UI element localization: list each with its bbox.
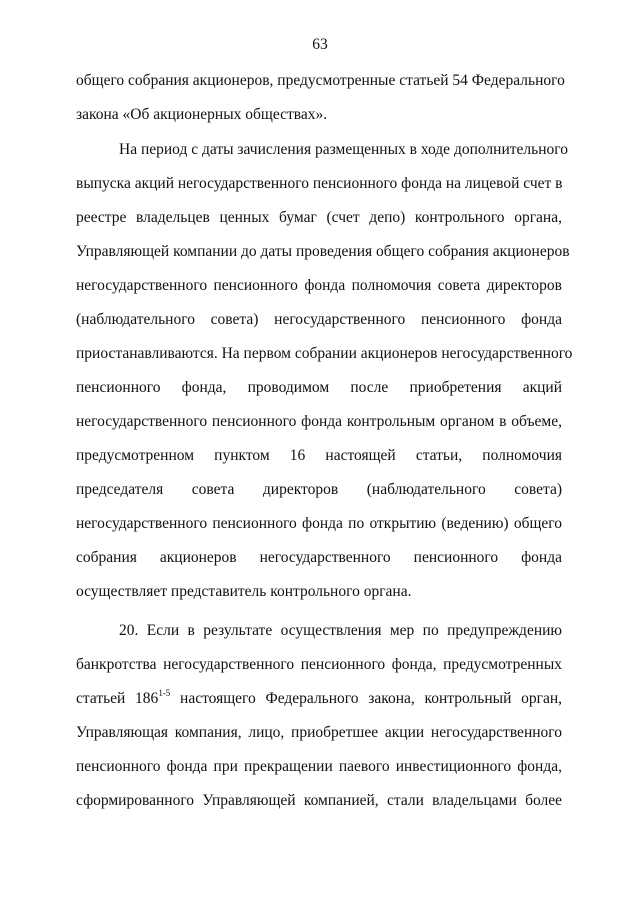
paragraph-3 [76, 614, 562, 818]
text-line: собрания акционеров негосударственного пенсионного фонда [76, 549, 562, 566]
text-line: Управляющая компания, лицо, приобретшее акции негосударственного [76, 724, 562, 741]
text-line-with-superscript [76, 682, 562, 716]
page-number: 63 [312, 36, 328, 53]
text-line: пенсионного фонда при прекращении паевого инвестиционного фонда, [76, 758, 562, 775]
article-superscript: 1-5 [158, 688, 171, 698]
text-line: 20. Если в результате осуществления мер по предупреждению [119, 622, 562, 639]
text-segment: настоящего Федерального закона, контрольный орган, [170, 690, 562, 707]
text-line: выпуска акций негосударственного пенсионного фонда на лицевой счет в [76, 175, 563, 192]
text-line: банкротства негосударственного пенсионного фонда, предусмотренных [76, 656, 562, 673]
text-line: На период с даты зачисления размещенных в ходе дополнительного [119, 141, 568, 158]
text-line: реестре владельцев ценных бумаг (счет депо) контрольного органа, [76, 209, 562, 226]
text-line: осуществляет представитель контрольного органа. [76, 583, 412, 600]
paragraph-2 [76, 133, 573, 609]
text-line: пенсионного фонда, проводимом после приобретения акций [76, 379, 562, 396]
paragraph-1 [76, 64, 565, 132]
text-line: председателя совета директоров (наблюдательного совета) [76, 481, 562, 498]
text-line: общего собрания акционеров, предусмотренные статьей 54 Федерального [76, 72, 565, 89]
text-line: приостанавливаются. На первом собрании акционеров негосударственного [76, 345, 573, 362]
text-line: (наблюдательного совета) негосударственного пенсионного фонда [76, 311, 562, 328]
text-line: Управляющей компании до даты проведения общего собрания акционеров [76, 243, 570, 260]
text-line: сформированного Управляющей компанией, стали владельцами более [76, 792, 562, 809]
text-line: негосударственного пенсионного фонда полномочия совета директоров [76, 277, 562, 294]
text-line: негосударственного пенсионного фонда контрольным органом в объеме, [76, 413, 562, 430]
text-line: предусмотренном пунктом 16 настоящей статьи, полномочия [76, 447, 562, 464]
text-line: закона «Об акционерных обществах». [76, 106, 328, 123]
text-segment: статьей 186 [76, 690, 159, 707]
text-line: негосударственного пенсионного фонда по открытию (ведению) общего [76, 515, 562, 532]
